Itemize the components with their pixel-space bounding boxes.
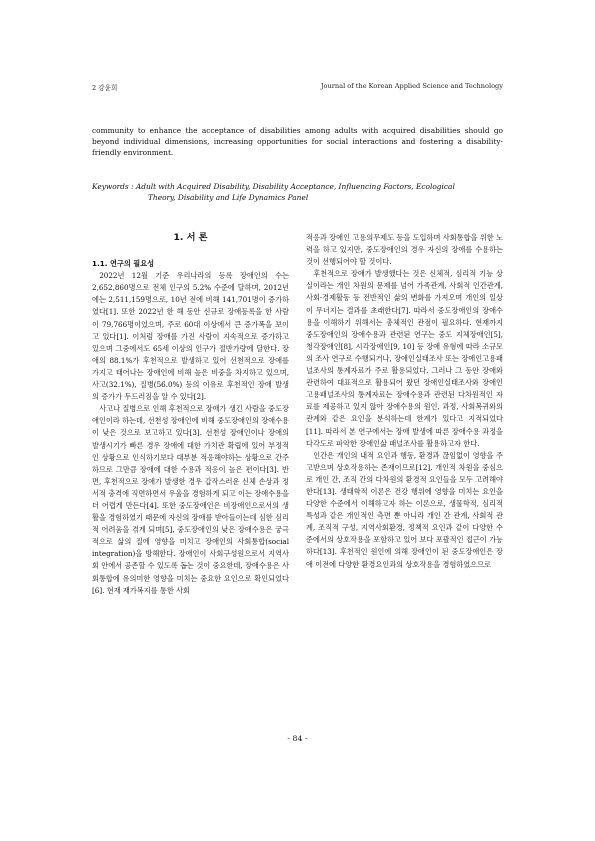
section-title: 1. 서 론 xyxy=(173,232,208,243)
running-header-journal: Journal of the Korean Applied Science and Technology xyxy=(320,82,503,90)
running-header-author: 2 강윤희 xyxy=(92,84,118,92)
body-paragraph: 적응과 장애인 고용의무제도 등을 도입하며 사회통합을 위한 노력을 하고 있지만, 중도장애인의 경우 자신의 장애를 수용하는 것이 선행되어야 할 것이다. xyxy=(306,233,503,267)
left-column xyxy=(92,232,289,597)
page-number: - 84 - xyxy=(287,734,308,743)
subsection-title: 1.1. 연구의 필요성 xyxy=(92,259,155,269)
keywords-line2: Theory, Disability and Life Dynamics Panel xyxy=(148,193,309,203)
body-paragraph: 2022년 12월 기준 우리나라의 등록 장애인의 수는 2,652,860명으로 전체 인구의 5.2% 수준에 달하며, 2012년에는 2,511,159명으로, 10년 전에 비해 141,701명이 증가하였다[1]. 또한 2022년 한 해 동안 신규로 장애등록을 한 사람이 79,766명이었으며, 주로 60대 이상에서 큰 증가폭을 보이고 있다[1]. 이처럼 장애를 가진 사람이 지속적으로 증가하고 있으며 그중에서도 65세 이상의 인구가 절반가량에 달한다. 장애의 88.1%가 후천적으로 발생하고 있어 선천적으로 장애를 가지고 태어나는 장애인에 비해 높은 비중을 차지하고 있으며, 사고(32.1%), 질병(56.0%) 등의 이유로 후천적인 장애 발생의 증가가 두드러짐을 알 수 있다[2]. xyxy=(92,271,289,402)
keywords-line1: Adult with Acquired Disability, Disability Acceptance, Influencing Factors, Ecological xyxy=(135,182,455,191)
abstract-text: community to enhance the acceptance of disabilities among adults with acquired disabilities should go beyond individual dimensions, increasing opportunities for social interactions and fostering a disability-friendly environment. xyxy=(92,126,503,158)
keywords-label: Keywords : xyxy=(92,182,134,191)
keywords-block xyxy=(92,181,503,203)
body-paragraph: 후천적으로 장애가 발생했다는 것은 신체적, 심리적 기능 상실이라는 개인 차원의 문제를 넘어 가족관계, 사회적 인간관계, 사회·경제활동 등 전반적인 삶의 변화를 가져오며 개인의 일상이 무너지는 결과를 초래한다[7]. 따라서 중도장애인의 장애수용을 이해하기 위해서는 총체적인 관점이 필요하다. 현재까지 중도장애인의 장애수용과 관련된 연구는 중도 지체장애인[5], 청각장애인[8], 시각장애인[9, 10] 등 장애 유형에 따라 소규모의 조사 연구로 수행되거나, 장애인실태조사 또는 장애인고용패널조사의 통계자료가 주로 활용되었다. 그러나 그 동안 장애와 관련하여 대표적으로 활용되어 왔던 장애인실태조사와 장애인고용패널조사의 통계자료는 장애수용과 관련된 다차원적인 자료를 제공하고 있지 않아 장애수용의 원인, 과정, 사회복귀와의 관계와 같은 요인을 분석하는데 한계가 있다고 지적되었다[11]. 따라서 본 연구에서는 장애 발생에 따른 장애수용 과정을 다각도로 파악한 장애인삶 패널조사를 활용하고자 한다. xyxy=(306,269,503,448)
right-column xyxy=(306,232,503,571)
body-paragraph: 사고나 질병으로 인해 후천적으로 장애가 생긴 사람을 중도장애인이라 하는데, 선천성 장애인에 비해 중도장애인의 장애수용이 낮은 것으로 보고하고 있다[3]. 선천성 장애인이나 장애의 발생시기가 빠른 경우 장애에 대한 가치관 확립에 있어 부정적인 상황으로 인식하기보다 대부분 적응해야하는 상황으로 간주하므로 그만큼 장애에 대한 수용과 적응이 높은 편이다[3]. 반면, 후천적으로 장애가 발생한 경우 갑작스러운 신체 손상과 정서적 충격에 직면하면서 우울을 경험하게 되고 이는 장애수용을 더 어렵게 만든다[4]. 또한 중도장애인은 비장애인으로서의 생활을 경험하였기 때문에 자신의 장애를 받아들이는데 심한 심리적 어려움을 겪게 되며[5], 중도장애인의 낮은 장애수용은 궁극적으로 삶의 질에 영향을 미치고 장애인의 사회통합(social integration)을 방해한다. 장애인이 사회구성원으로서 지역사회 안에서 공존할 수 있도록 돕는 것이 중요한데, 장애수용은 사회통합에 유의미한 영향을 미치는 중요한 요인으로 확인되었다[6]. 현재 재가복지를 통한 사회 xyxy=(92,404,289,595)
body-paragraph: 인간은 개인의 내적 요인과 행동, 환경과 끊임없이 영향을 주고받으며 상호작용하는 존재이므로[12], 개인적 차원을 중심으로 개인 간, 조직 간의 다차원의 환경적 요인들을 모두 고려해야 한다[13]. 생태학적 이론은 건강 행위에 영향을 미치는 요인을 다양한 수준에서 이해하고자 하는 이론으로, 생물학적, 심리적 특성과 같은 개인적인 측면 뿐 아니라 개인 간 관계, 사회적 관계, 조직적 구성, 지역사회환경, 정책적 요인과 같이 다양한 수준에서의 상호작용을 포함하고 있어 보다 포괄적인 접근이 가능하다[13]. 후천적인 원인에 의해 장애인이 된 중도장애인은 장애 이전에 다양한 환경요인과의 상호작용을 경험하였으므로 xyxy=(306,450,503,569)
